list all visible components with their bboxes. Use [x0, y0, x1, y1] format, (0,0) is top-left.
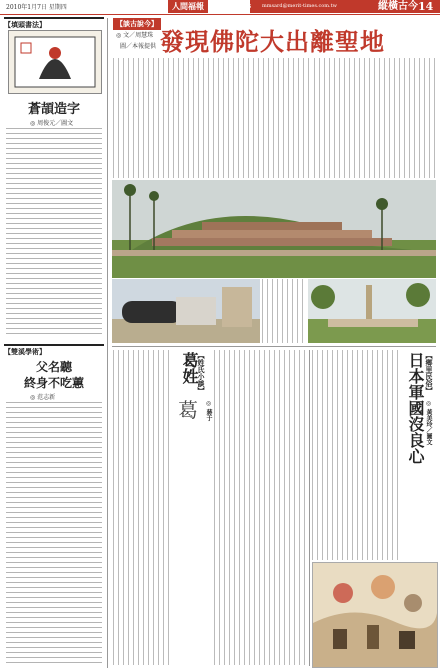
page-number: 14 [418, 0, 434, 13]
calligraphy-title: 蒼頡造字 [27, 102, 80, 117]
scholarship-byline: ◎ 范志新 [30, 394, 56, 401]
main-story-credit: 圖／本報提供 [120, 43, 157, 50]
photo-caption [262, 279, 306, 343]
main-story-headline: 發現佛陀大出離聖地 [160, 27, 385, 56]
main-story-byline: ◎ 文／周慧珠 [116, 32, 154, 39]
main-story-body-right [314, 58, 436, 178]
column-tag-calligraphy: 【填頭書法】 [4, 17, 104, 30]
right-story-byline: ◎ 黃美玲／圖文 [425, 400, 432, 446]
pillar-photo [308, 279, 436, 343]
column-tag-scholarship: 【雙溪學術】 [4, 344, 104, 357]
contact-email: mmsard@merit-times.com.tw [262, 3, 337, 9]
scholarship-title-2: 終身不吃蕙 [23, 376, 84, 390]
scholarship-title-1: 父名聽 [35, 360, 72, 374]
issue-date: 2010年1月7日 星期四 [6, 4, 67, 11]
war-painting-illustration [312, 562, 438, 668]
stupa-photo [112, 180, 436, 278]
right-story-title: 日本軍國沒良心 [406, 352, 425, 464]
main-story-tag: 【談古說今】 [113, 18, 161, 30]
mid-story-tag: 【姓氏小談】 [197, 352, 206, 394]
right-story-tag: 【鄉里民俗】 [425, 352, 434, 394]
calligraphy-article-body [6, 128, 102, 338]
column-divider-right [309, 350, 310, 666]
calligraphy-seal-image [8, 30, 102, 94]
column-divider [107, 18, 108, 668]
right-article-body [312, 350, 402, 560]
monument-photo [112, 279, 260, 343]
newspaper-logo: 人間福報 [168, 0, 208, 13]
mid-article-body-left [113, 350, 173, 665]
newspaper-logo-en: Merit Times [208, 2, 252, 10]
section-divider [112, 346, 436, 347]
mid-story-title: 葛姓 [180, 352, 199, 384]
mid-story-byline: ◎ 蔣于 [205, 400, 212, 422]
scholarship-article-body [6, 402, 102, 664]
page-header [0, 0, 440, 15]
calligraphy-byline: ◎ 周俊元／圖文 [30, 120, 74, 127]
main-story-body-left [113, 58, 309, 178]
mid-article-body-right [214, 350, 306, 665]
section-title: 縱橫古今 [378, 1, 418, 12]
seal-character: 葛 [178, 398, 198, 422]
